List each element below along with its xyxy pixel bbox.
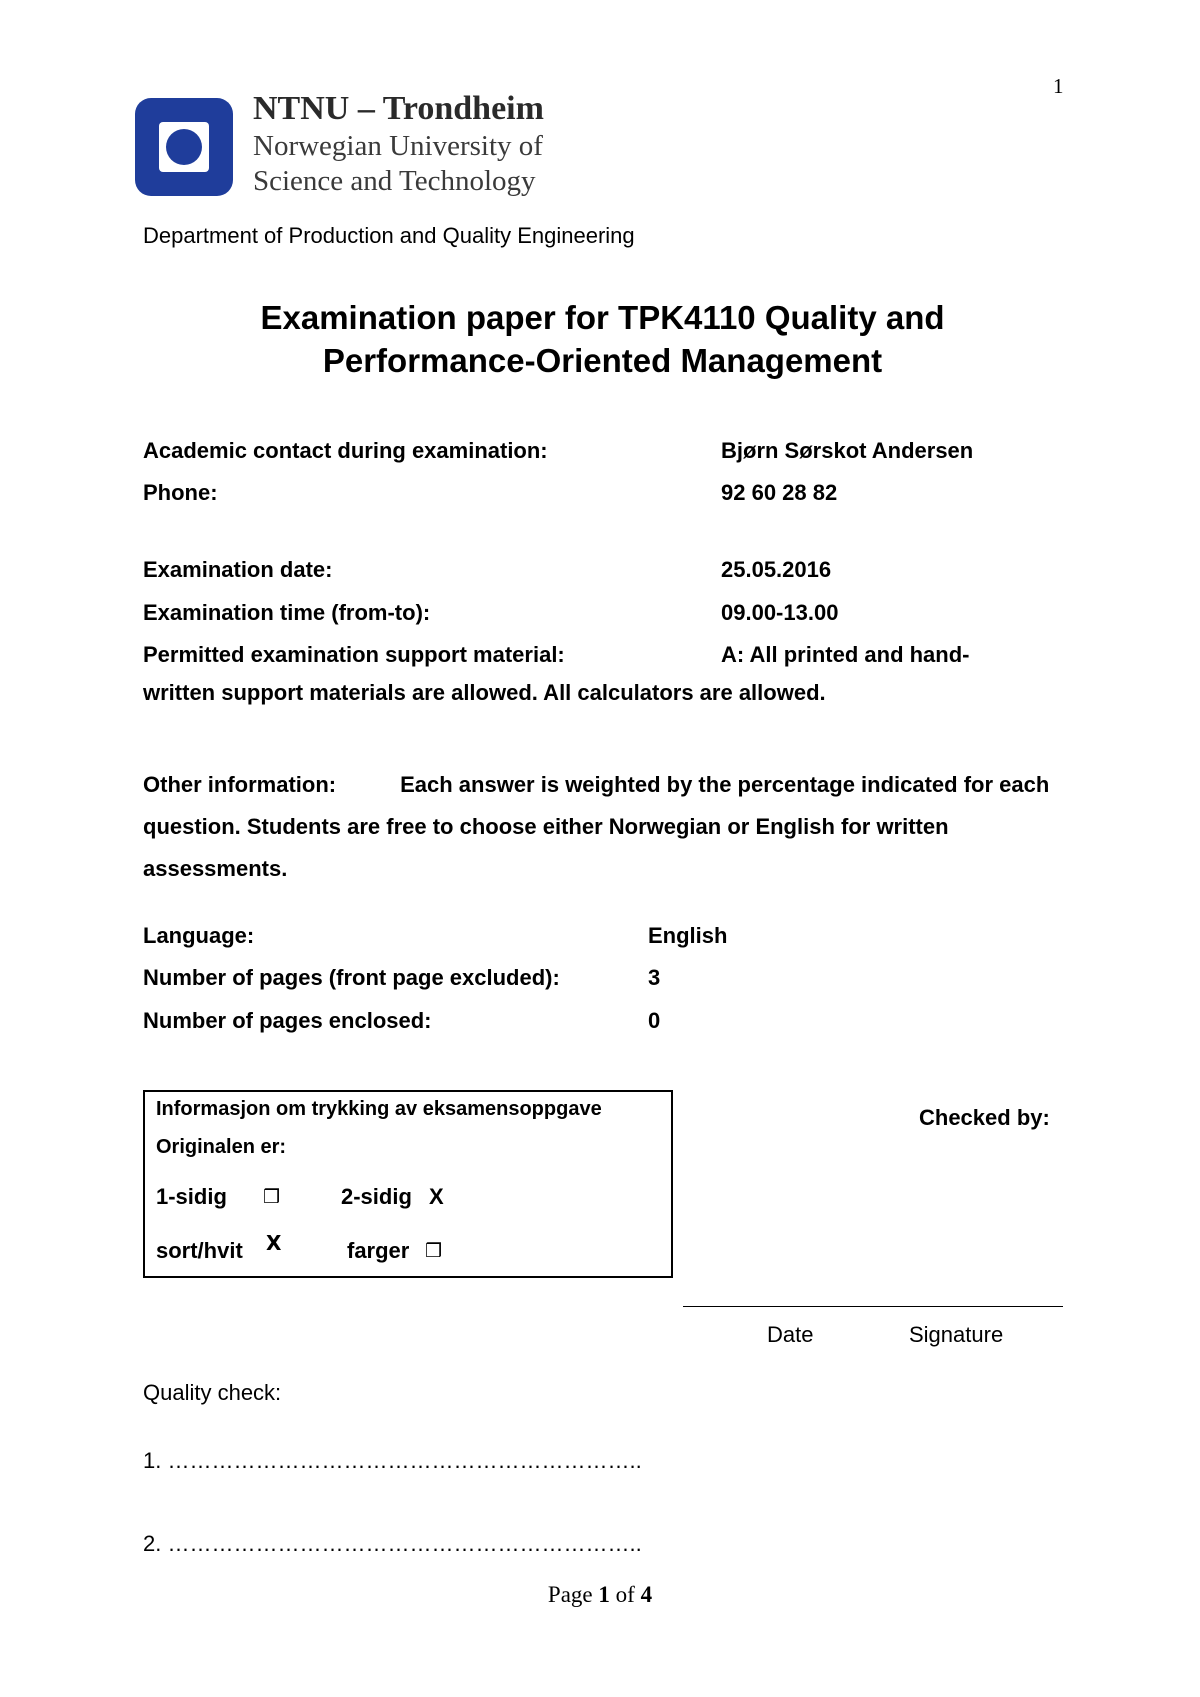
print-info-box xyxy=(143,1090,673,1278)
support-material-continuation: written support materials are allowed. All calculators are allowed. xyxy=(143,680,826,705)
page-footer xyxy=(0,1582,1200,1608)
contact-value: Bjørn Sørskot Andersen xyxy=(721,438,974,463)
one-sided-checkbox-icon: ❒ xyxy=(263,1186,281,1208)
print-info-original: Originalen er: xyxy=(156,1136,287,1158)
support-material-value: A: All printed and hand- xyxy=(721,642,970,667)
checked-by-label: Checked by: xyxy=(919,1105,1050,1130)
black-white-label: sort/hvit xyxy=(156,1238,243,1263)
pages-value: 3 xyxy=(648,965,661,990)
exam-title-line2: Performance-Oriented Management xyxy=(322,342,883,379)
color-checkbox-icon: ❒ xyxy=(425,1240,443,1262)
exam-date-value: 25.05.2016 xyxy=(721,557,832,582)
department-name: Department of Production and Quality Engineering xyxy=(143,223,635,248)
other-info-text: Each answer is weighted by the percentage indicated for each question. Students are free to choose either Norwegian or English for written assessments. xyxy=(143,772,1050,881)
footer-total-pages: 4 xyxy=(640,1582,653,1607)
quality-check-line-1: 1. ……………………………………………………….. xyxy=(143,1448,642,1473)
black-white-mark: X xyxy=(266,1231,282,1255)
exam-time-label: Examination time (from-to): xyxy=(143,600,431,625)
other-information xyxy=(143,764,1063,890)
support-material-label: Permitted examination support material: xyxy=(143,642,565,667)
exam-title xyxy=(150,296,1055,382)
footer-middle: of xyxy=(609,1582,641,1607)
exam-date-label: Examination date: xyxy=(143,557,333,582)
print-info-heading: Informasjon om trykking av eksamensoppgave xyxy=(156,1098,602,1120)
pages-label: Number of pages (front page excluded): xyxy=(143,965,560,990)
signature-line xyxy=(683,1306,1063,1307)
exam-title-line1: Examination paper for TPK4110 Quality and xyxy=(260,299,945,336)
page-number: 1 xyxy=(1053,74,1064,98)
one-sided-label: 1-sidig xyxy=(156,1184,227,1209)
color-label: farger xyxy=(347,1238,410,1263)
pages-enclosed-value: 0 xyxy=(648,1008,661,1033)
quality-check-label: Quality check: xyxy=(143,1380,282,1405)
language-label: Language: xyxy=(143,923,255,948)
pages-enclosed-label: Number of pages enclosed: xyxy=(143,1008,432,1033)
footer-current-page: 1 xyxy=(598,1582,610,1607)
footer-prefix: Page xyxy=(547,1582,599,1607)
quality-check-line-2: 2. ……………………………………………………….. xyxy=(143,1531,642,1556)
phone-label: Phone: xyxy=(143,480,218,505)
exam-time-value: 09.00-13.00 xyxy=(721,600,839,625)
two-sided-label: 2-sidig xyxy=(341,1184,412,1209)
logo-title: NTNU – Trondheim xyxy=(253,90,544,127)
signature-label: Signature xyxy=(909,1322,1004,1347)
other-info-label: Other information: xyxy=(143,772,337,797)
phone-value: 92 60 28 82 xyxy=(721,480,838,505)
logo-subtitle-line2: Science and Technology xyxy=(253,165,536,197)
logo-subtitle-line1: Norwegian University of xyxy=(253,130,543,162)
date-label: Date xyxy=(767,1322,814,1347)
ntnu-logo-icon xyxy=(135,98,233,196)
two-sided-mark: X xyxy=(429,1184,444,1209)
language-value: English xyxy=(648,923,728,948)
contact-label: Academic contact during examination: xyxy=(143,438,548,463)
